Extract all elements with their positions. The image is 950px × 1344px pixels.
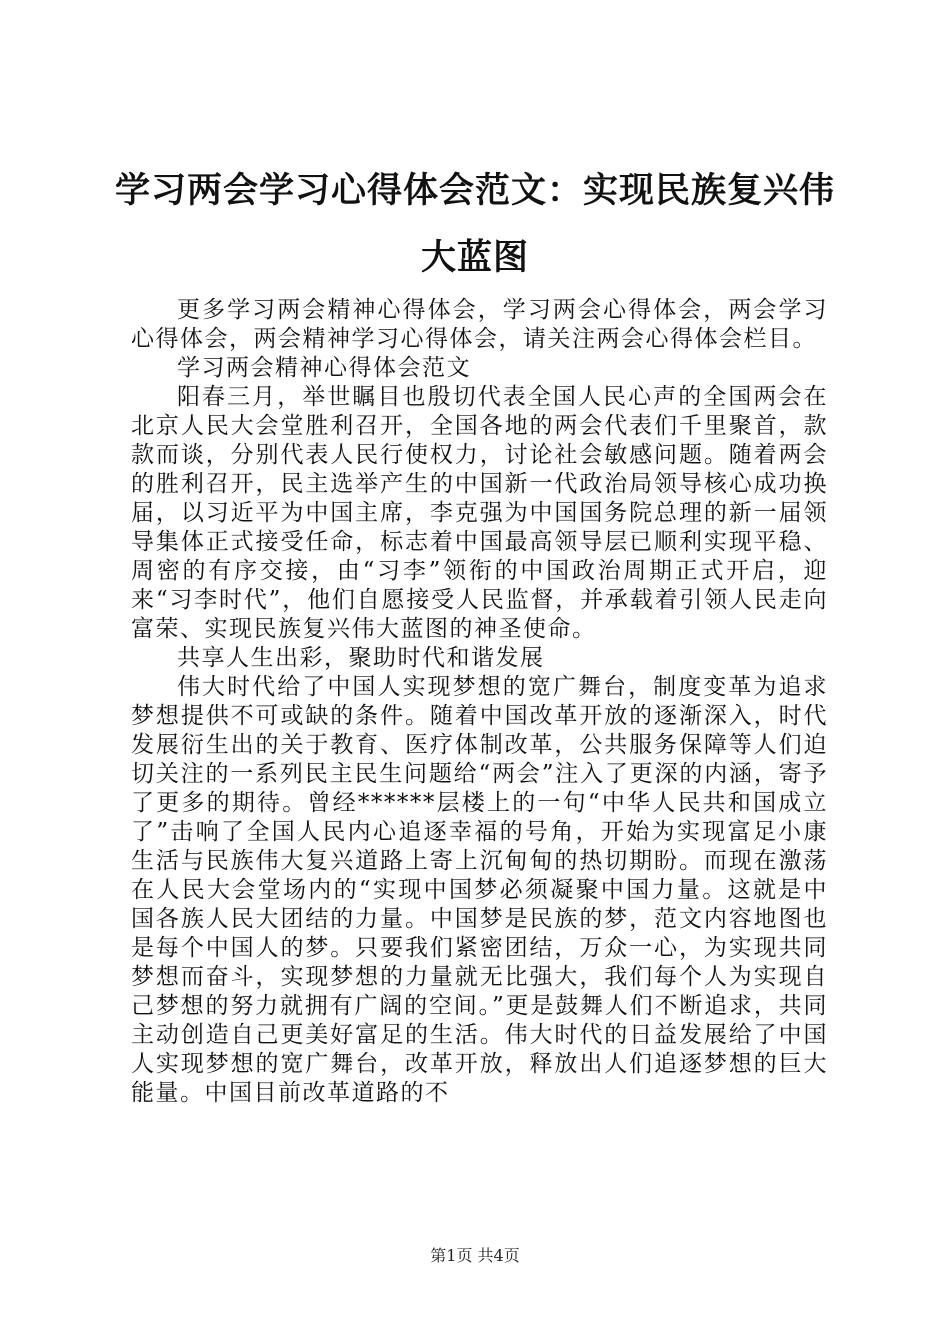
document-title: 学习两会学习心得体会范文：实现民族复兴伟大蓝图 <box>114 171 835 278</box>
section-heading: 共享人生出彩，聚助时代和谐发展 <box>177 645 545 671</box>
intro-paragraph: 更多学习两会精神心得体会，学习两会心得体会，两会学习心得体会，两会精神学习心得体会，请关注两会心得体会栏目。 <box>131 297 828 352</box>
section-heading: 学习两会精神心得体会范文 <box>177 355 471 381</box>
body-paragraph: 伟大时代给了中国人实现梦想的宽广舞台，制度变革为追求梦想提供不可或缺的条件。随着中国改革开放的逐渐深入，时代发展衍生出的关于教育、医疗体制改革，公共服务保障等人们迫切关注的一系列民主民生问题给“两会”注入了更深的内涵，寄予了更多的期待。曾经******层楼上的一句“中华人民共和国成立了”击响了全国人民内心追逐幸福的号角，开始为实现富足小康生活与民族伟大复兴道路上寄上沉甸甸的热切期盼。而现在激荡在人民大会堂场内的“实现中国梦必须凝聚中国力量。这就是中国各族人民大团结的力量。中国梦是民族的梦，范文内容地图也是每个中国人的梦。只要我们紧密团结，万众一心，为实现共同梦想而奋斗，实现梦想的力量就无比强大，我们每个人为实现自己梦想的努力就拥有广阔的空间。”更是鼓舞人们不断追求，共同主动创造自己更美好富足的生活。伟大时代的日益发展给了中国人实现梦想的宽广舞台，改革开放，释放出人们追逐梦想的巨大能量。中国目前改革道路的不 <box>131 674 828 1106</box>
body-paragraph: 阳春三月，举世瞩目也殷切代表全国人民心声的全国两会在北京人民大会堂胜利召开，全国各地的两会代表们千里聚首，款款而谈，分别代表人民行使权力，讨论社会敏感问题。随着两会的胜利召开，民主选举产生的中国新一代政治局领导核心成功换届，以习近平为中国主席，李克强为中国国务院总理的新一届领导集体正式接受任命，标志着中国最高领导层已顺利实现平稳、周密的有序交接，由“习李”领衔的中国政治周期正式开启，迎来“习李时代”，他们自愿接受人民监督，并承载着引领人民走向富荣、实现民族复兴伟大蓝图的神圣使命。 <box>131 384 828 642</box>
document-body <box>131 296 828 1108</box>
page-number-footer: 第1页 共4页 <box>430 1246 520 1265</box>
